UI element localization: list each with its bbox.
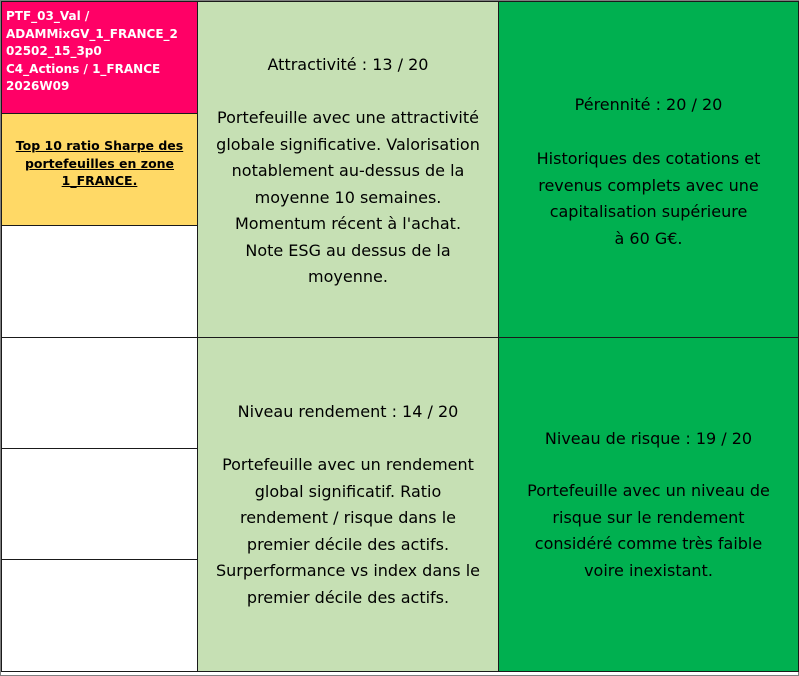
ranking-note-label: Top 10 ratio Sharpe des portefeuilles en zone 1_FRANCE. — [15, 138, 184, 188]
attractivite-body: Portefeuille avec une attractivité globale significative. Valorisation notablement au-dessus de la moyenne 10 semaines. Momentum récent à l'achat. Note ESG au dessus de la moyenne. — [216, 108, 480, 286]
empty-cell-2 — [1, 337, 198, 450]
risque-title: Niveau de risque : 19 / 20 — [544, 429, 753, 448]
risque-panel — [498, 337, 799, 672]
empty-cell-3 — [1, 448, 198, 560]
rendement-title: Niveau rendement : 14 / 20 — [237, 402, 459, 421]
perennite-body: Historiques des cotations et revenus complets avec une capitalisation supérieure à 60 G€. — [536, 149, 761, 248]
risque-body: Portefeuille avec un niveau de risque sur le rendement considéré comme très faible voire inexistant. — [527, 481, 770, 580]
portfolio-id-label: PTF_03_Val / ADAMMixGV_1_FRANCE_2 02502_15_3p0 C4_Actions / 1_FRANCE 2026W09 — [6, 9, 178, 93]
ranking-note-cell — [1, 113, 198, 226]
perennite-panel — [498, 1, 799, 338]
empty-cell-1 — [1, 225, 198, 338]
attractivite-panel — [197, 1, 499, 338]
rendement-panel — [197, 337, 499, 672]
perennite-title: Pérennité : 20 / 20 — [574, 95, 723, 114]
empty-cell-4 — [1, 559, 198, 672]
attractivite-title: Attractivité : 13 / 20 — [267, 55, 429, 74]
rendement-body: Portefeuille avec un rendement global significatif. Ratio rendement / risque dans le premier décile des actifs. Surperformance vs index dans le premier décile des actifs. — [216, 455, 480, 607]
portfolio-id-cell — [1, 1, 198, 114]
